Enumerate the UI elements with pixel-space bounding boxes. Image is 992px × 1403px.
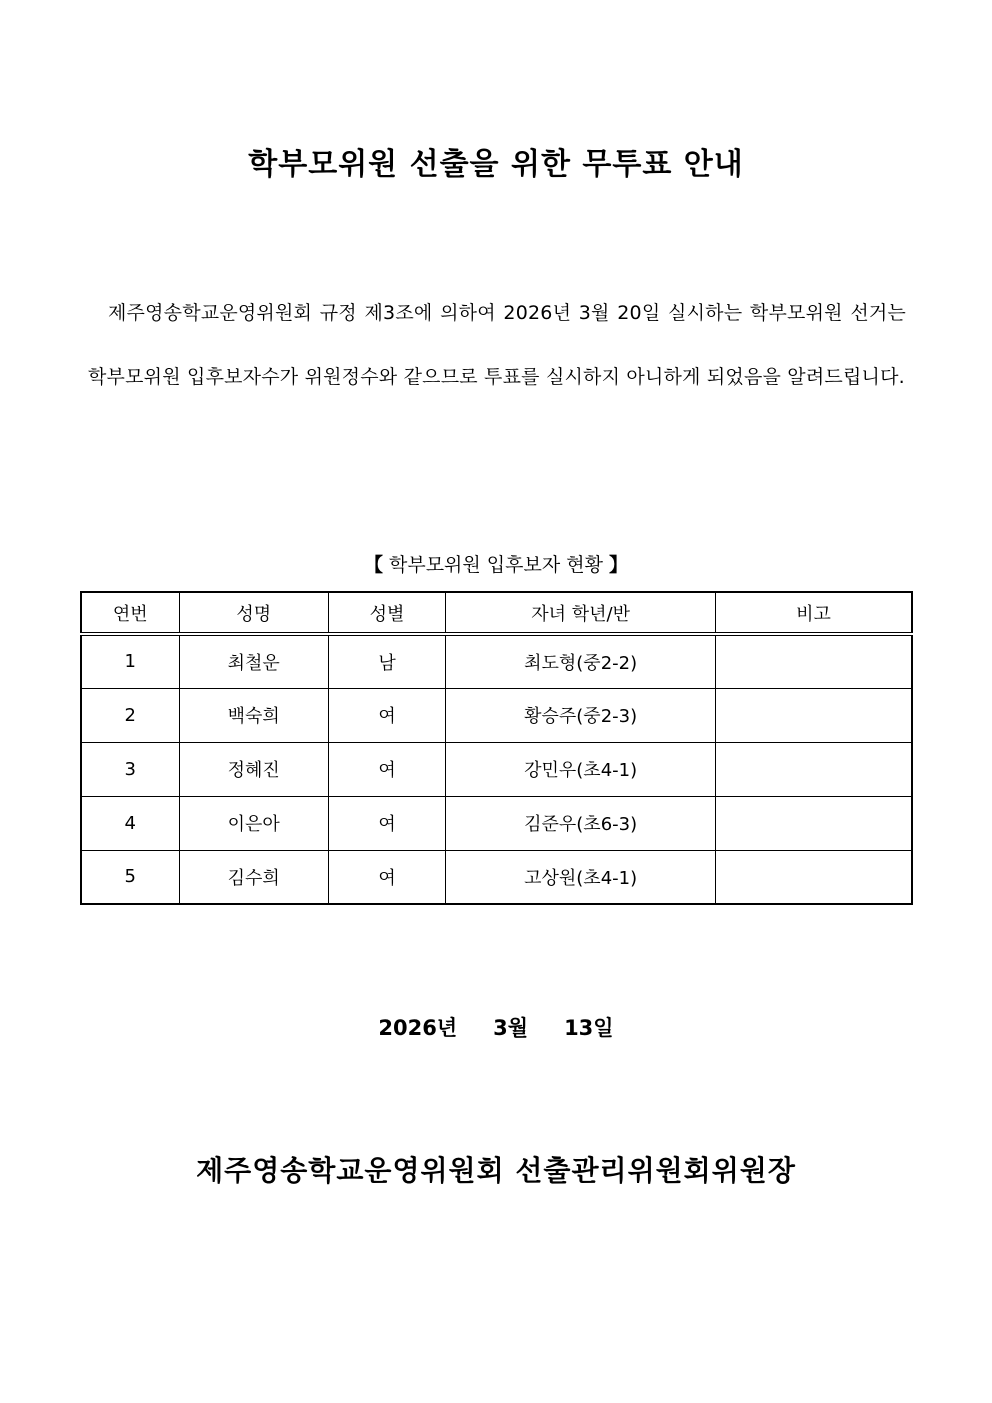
cell-number: 5 [81, 850, 179, 904]
cell-name: 백숙희 [179, 688, 328, 742]
cell-child-class: 황승주(중2-3) [446, 688, 716, 742]
issue-date [0, 1010, 992, 1046]
cell-number: 2 [81, 688, 179, 742]
document-title: 학부모위원 선출을 위한 무투표 안내 [248, 147, 744, 182]
header-number: 연번 [81, 592, 179, 634]
header-note: 비고 [715, 592, 912, 634]
cell-child-class: 강민우(초4-1) [446, 742, 716, 796]
header-name: 성명 [179, 592, 328, 634]
candidate-table [80, 591, 913, 905]
cell-child-class: 고상원(초4-1) [446, 850, 716, 904]
table-row [81, 796, 912, 850]
cell-note [715, 742, 912, 796]
signatory: 제주영송학교운영위원회 선출관리위원회위원장 [196, 1154, 796, 1187]
cell-name: 이은아 [179, 796, 328, 850]
caption-close-bracket: 】 [609, 554, 629, 576]
caption-text: 학부모위원 입후보자 현황 [389, 554, 603, 576]
cell-number: 1 [81, 634, 179, 688]
cell-child-class: 최도형(중2-2) [446, 634, 716, 688]
cell-gender: 남 [328, 634, 445, 688]
cell-gender: 여 [328, 742, 445, 796]
cell-gender: 여 [328, 850, 445, 904]
table-row [81, 850, 912, 904]
table-row [81, 742, 912, 796]
table-caption [0, 550, 992, 580]
cell-note [715, 634, 912, 688]
cell-name: 김수희 [179, 850, 328, 904]
cell-name: 최철운 [179, 634, 328, 688]
cell-note [715, 688, 912, 742]
table-header-row [81, 592, 912, 634]
header-child-class: 자녀 학년/반 [446, 592, 716, 634]
cell-name: 정혜진 [179, 742, 328, 796]
date-month: 3월 [493, 1016, 529, 1040]
cell-note [715, 796, 912, 850]
header-gender: 성별 [328, 592, 445, 634]
cell-number: 3 [81, 742, 179, 796]
cell-note [715, 850, 912, 904]
cell-gender: 여 [328, 796, 445, 850]
date-day: 13일 [564, 1016, 614, 1040]
table-row [81, 634, 912, 688]
notice-body-text: 제주영송학교운영위원회 규정 제3조에 의하여 2026년 3월 20일 실시하는 학부모위원 선거는 학부모위원 입후보자수가 위원정수와 같으므로 투표를 실시하지 아니하게 되었음을 알려드립니다. [88, 302, 906, 388]
caption-open-bracket: 【 [363, 554, 383, 576]
date-year: 2026년 [378, 1016, 458, 1040]
cell-gender: 여 [328, 688, 445, 742]
table-row [81, 688, 912, 742]
notice-body [88, 281, 906, 409]
cell-child-class: 김준우(초6-3) [446, 796, 716, 850]
cell-number: 4 [81, 796, 179, 850]
